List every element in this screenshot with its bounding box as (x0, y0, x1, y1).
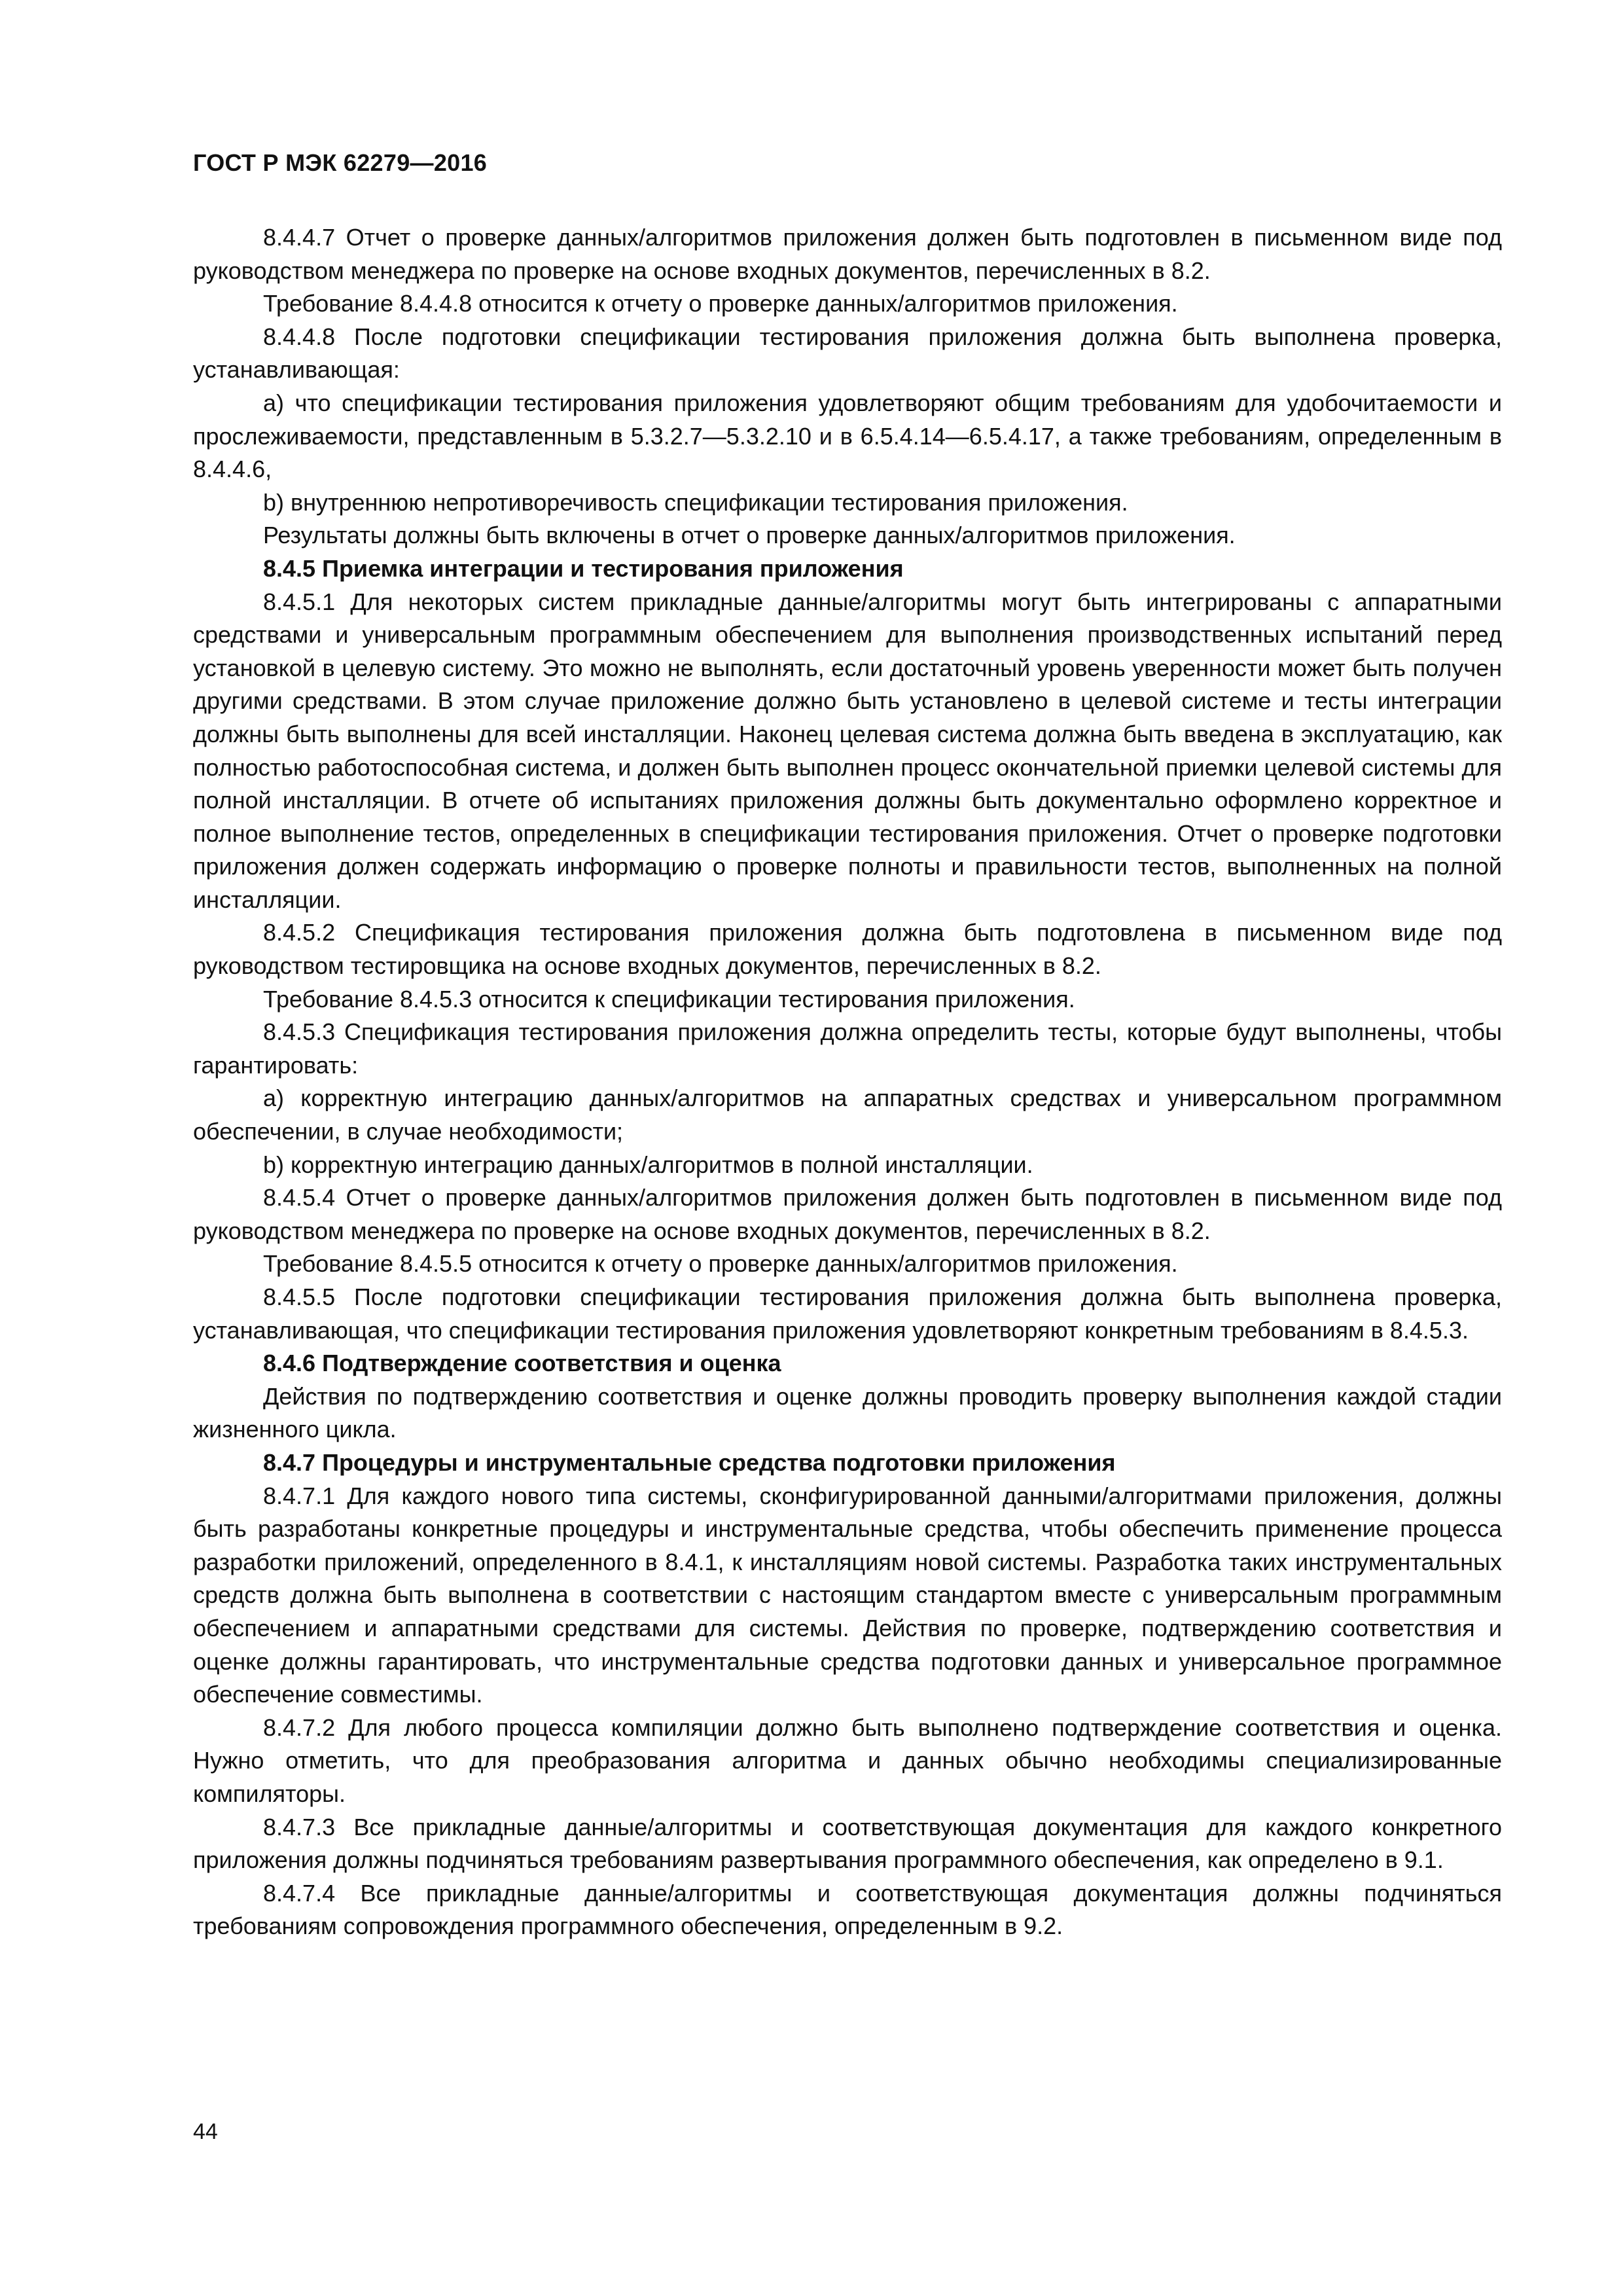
paragraph-8-4-7-2: 8.4.7.2 Для любого процесса компиляции должно быть выполнено подтверждение соответствия и оценка. Нужно отметить, что для преобразования алгоритма и данных обычно необходимы специализированные компиляторы. (193, 1713, 1502, 1807)
list-item-a: a) корректную интеграцию данных/алгоритмов на аппаратных средствах и универсальном программном обеспечении, в случае необходимости; (193, 1085, 1502, 1145)
paragraph-8-4-7-1: 8.4.7.1 Для каждого нового типа системы, сконфигурированной данными/алгоритмами приложения, должны быть разработаны конкретные процедуры и инструментальные средства, чтобы обеспечить применение процесса разработки приложений, определенного в 8.4.1, к инсталляциям новой системы. Разработка таких инструментальных средств должна быть выполнена в соответствии с настоящим стандартом вместе с универсальным программным обеспечением и аппаратными средствами для системы. Действия по проверке, подтверждению соответствия и оценке должны гарантировать, что инструментальные средства подготовки данных и универсальное программное обеспечение совместимы. (193, 1482, 1502, 1708)
paragraph-8-4-7-4: 8.4.7.4 Все прикладные данные/алгоритмы и соответствующая документация должны подчиняться требованиям сопровождения программного обеспечения, определенным в 9.2. (193, 1879, 1502, 1940)
paragraph-requirement-8-4-4-8: Требование 8.4.4.8 относится к отчету о проверке данных/алгоритмов приложения. (263, 290, 1178, 317)
paragraph-requirement-8-4-5-3: Требование 8.4.5.3 относится к спецификации тестирования приложения. (263, 985, 1075, 1013)
section-heading-8-4-5: 8.4.5 Приемка интеграции и тестирования приложения (263, 554, 904, 582)
section-heading-8-4-6: 8.4.6 Подтверждение соответствия и оценка (263, 1350, 781, 1377)
section-heading-8-4-7: 8.4.7 Процедуры и инструментальные средства подготовки приложения (263, 1448, 1116, 1476)
paragraph-requirement-8-4-5-5: Требование 8.4.5.5 относится к отчету о проверке данных/алгоритмов приложения. (263, 1250, 1178, 1278)
paragraph-8-4-7-3: 8.4.7.3 Все прикладные данные/алгоритмы и соответствующая документация для каждого конкретного приложения должны подчиняться требованиям развертывания программного обеспечения, как определено в 9.1. (193, 1813, 1502, 1874)
paragraph-results: Результаты должны быть включены в отчет о проверке данных/алгоритмов приложения. (263, 522, 1236, 549)
paragraph-8-4-5-2: 8.4.5.2 Спецификация тестирования приложения должна быть подготовлена в письменном виде под руководством тестировщика на основе входных документов, перечисленных в 8.2. (193, 919, 1502, 980)
list-item-a: a) что спецификации тестирования приложения удовлетворяют общим требованиям для удобочитаемости и прослеживаемости, представленным в 5.3.2.7—5.3.2.10 и в 6.5.4.14—6.5.4.17, а также требованиям, определенным в 8.4.4.6, (193, 389, 1502, 483)
paragraph-8-4-5-4: 8.4.5.4 Отчет о проверке данных/алгоритмов приложения должен быть подготовлен в письменном виде под руководством менеджера по проверке на основе входных документов, перечисленных в 8.2. (193, 1184, 1502, 1244)
paragraph-8-4-4-8: 8.4.4.8 После подготовки спецификации тестирования приложения должна быть выполнена проверка, устанавливающая: (193, 323, 1502, 384)
document-page (193, 0, 1502, 2296)
document-header: ГОСТ Р МЭК 62279—2016 (193, 149, 488, 176)
paragraph-8-4-6: Действия по подтверждению соответствия и оценке должны проводить проверку выполнения каждой стадии жизненного цикла. (193, 1382, 1502, 1443)
paragraph-8-4-5-5: 8.4.5.5 После подготовки спецификации тестирования приложения должна быть выполнена проверка, устанавливающая, что спецификации тестирования приложения удовлетворяют конкретным требованиям в 8.4.5.3. (193, 1283, 1502, 1344)
paragraph-8-4-4-7: 8.4.4.7 Отчет о проверке данных/алгоритмов приложения должен быть подготовлен в письменном виде под руководством менеджера по проверке на основе входных документов, перечисленных в 8.2. (193, 224, 1502, 284)
page-number: 44 (193, 2119, 218, 2144)
paragraph-8-4-5-1: 8.4.5.1 Для некоторых систем прикладные данные/алгоритмы могут быть интегрированы с аппаратными средствами и универсальным программным обеспечением для выполнения производственных испытаний перед установкой в целевую систему. Это можно не выполнять, если достаточный уровень уверенности может быть получен другими средствами. В этом случае приложение должно быть установлено в целевой системе и тесты интеграции должны быть выполнены для всей инсталляции. Наконец целевая система должна быть введена в эксплуатацию, как полностью работоспособная система, и должен быть выполнен процесс окончательной приемки целевой системы для полной инсталляции. В отчете об испытаниях приложения должны быть документально оформлено корректное и полное выполнение тестов, определенных в спецификации тестирования приложения. Отчет о проверке подготовки приложения должен содержать информацию о проверке полноты и правильности тестов, выполненных на полной инсталляции. (193, 588, 1502, 913)
list-item-b: b) внутреннюю непротиворечивость спецификации тестирования приложения. (263, 488, 1128, 516)
list-item-b: b) корректную интеграцию данных/алгоритмов в полной инсталляции. (263, 1151, 1033, 1178)
paragraph-8-4-5-3: 8.4.5.3 Спецификация тестирования приложения должна определить тесты, которые будут выполнены, чтобы гарантировать: (193, 1018, 1502, 1079)
document-body (193, 221, 1502, 1943)
